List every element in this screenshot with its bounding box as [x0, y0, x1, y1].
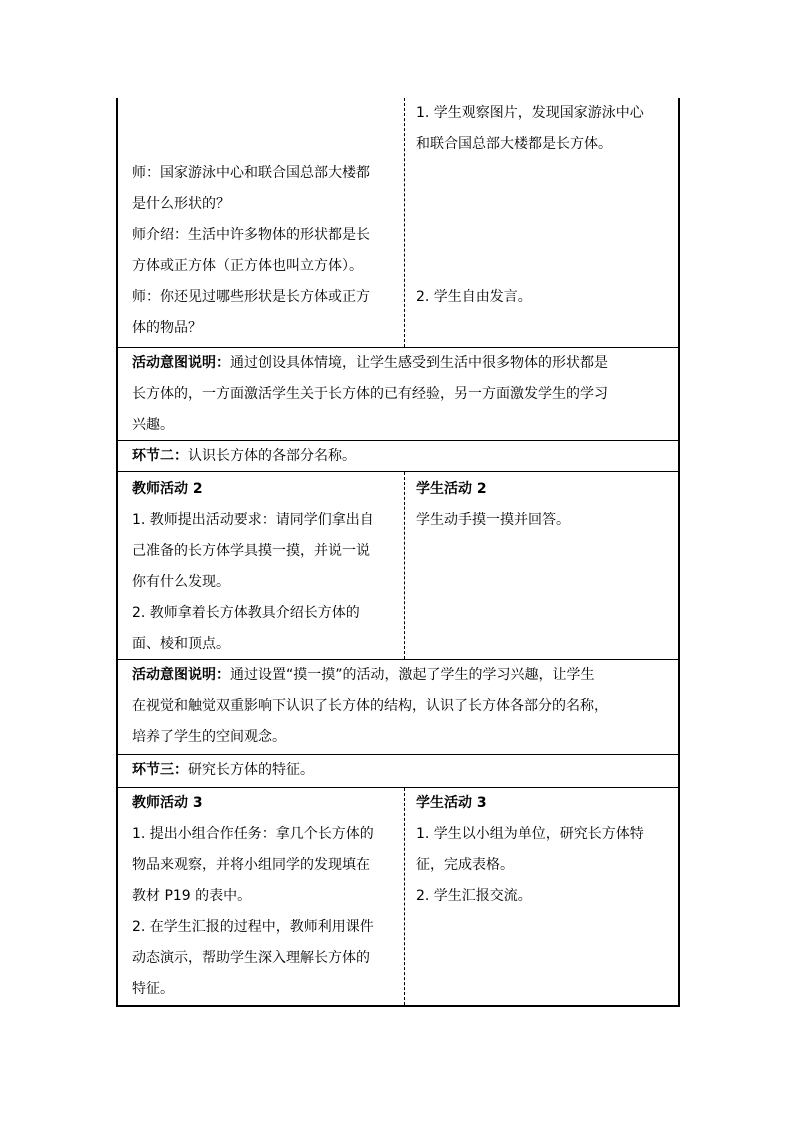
activity-row-2: [118, 471, 678, 659]
teacher-line: 物品来观察，并将小组同学的发现填在: [132, 857, 370, 873]
teacher-cell-2: [126, 474, 410, 660]
activity-row-1: [118, 98, 678, 347]
teacher-line: 师介绍：生活中许多物体的形状都是长: [132, 227, 370, 243]
student-cell-1b: [410, 282, 690, 313]
lesson-plan-table: [116, 98, 680, 1007]
student-activity-title: 学生活动 3: [416, 795, 487, 811]
step-title: 研究长方体的特征。: [188, 762, 314, 778]
teacher-line: 你有什么发现。: [132, 574, 230, 590]
student-line: 征，完成表格。: [416, 857, 514, 873]
step-row-3: [118, 754, 678, 787]
intent-label: 活动意图说明：: [132, 667, 230, 683]
student-line: 2. 学生自由发言。: [416, 289, 532, 305]
student-line: 2. 学生汇报交流。: [416, 888, 532, 904]
teacher-line: 动态演示，帮助学生深入理解长方体的: [132, 950, 370, 966]
teacher-activity-title: 教师活动 3: [132, 795, 203, 811]
teacher-line: 师：国家游泳中心和联合国总部大楼都: [132, 165, 370, 181]
intent-line: 长方体的，一方面激活学生关于长方体的已有经验，另一方面激发学生的学习: [132, 386, 608, 402]
intent-line: 在视觉和触觉双重影响下认识了长方体的结构，认识了长方体各部分的名称，: [132, 698, 608, 714]
teacher-line: 2. 教师拿着长方体教具介绍长方体的: [132, 605, 360, 621]
intent-text-2: [126, 660, 686, 753]
teacher-line: 特征。: [132, 981, 174, 997]
teacher-line: 面、棱和顶点。: [132, 636, 230, 652]
student-cell-2: [410, 474, 690, 536]
teacher-activity-title: 教师活动 2: [132, 481, 203, 497]
student-line: 学生动手摸一摸并回答。: [416, 512, 570, 528]
teacher-line: 己准备的长方体学具摸一摸，并说一说: [132, 543, 370, 559]
step-text-3: [126, 755, 686, 786]
intent-row-1: [118, 347, 678, 440]
teacher-line: 是什么形状的？: [132, 196, 230, 212]
student-line: 1. 学生观察图片，发现国家游泳中心: [416, 105, 644, 121]
step-row-2: [118, 440, 678, 471]
teacher-line: 体的物品？: [132, 320, 202, 336]
step-label: 环节三：: [132, 762, 188, 778]
intent-line: 通过设置“摸一摸”的活动，激起了学生的学习兴趣，让学生: [230, 667, 595, 683]
step-title: 认识长方体的各部分名称。: [188, 448, 356, 464]
intent-line: 培养了学生的空间观念。: [132, 729, 286, 745]
teacher-line: 方体或正方体（正方体也叫立方体）。: [132, 258, 363, 274]
student-cell-1: [410, 98, 690, 160]
student-line: 和联合国总部大楼都是长方体。: [416, 136, 612, 152]
teacher-line: 2. 在学生汇报的过程中，教师利用课件: [132, 919, 374, 935]
teacher-cell-3: [126, 788, 410, 1005]
teacher-line: 1. 教师提出活动要求：请同学们拿出自: [132, 512, 374, 528]
activity-row-3: [118, 787, 678, 1005]
teacher-line: 师：你还见过哪些形状是长方体或正方: [132, 289, 370, 305]
intent-line: 通过创设具体情境，让学生感受到生活中很多物体的形状都是: [230, 355, 608, 371]
step-text-2: [126, 441, 686, 472]
intent-row-2: [118, 659, 678, 754]
intent-text-1: [126, 348, 686, 441]
student-line: 1. 学生以小组为单位，研究长方体特: [416, 826, 644, 842]
student-activity-title: 学生活动 2: [416, 481, 487, 497]
teacher-line: 1. 提出小组合作任务：拿几个长方体的: [132, 826, 374, 842]
step-label: 环节二：: [132, 448, 188, 464]
intent-line: 兴趣。: [132, 417, 174, 433]
teacher-cell-1: [126, 158, 410, 344]
intent-label: 活动意图说明：: [132, 355, 230, 371]
student-cell-3: [410, 788, 690, 912]
teacher-line: 教材 P19 的表中。: [132, 888, 252, 904]
